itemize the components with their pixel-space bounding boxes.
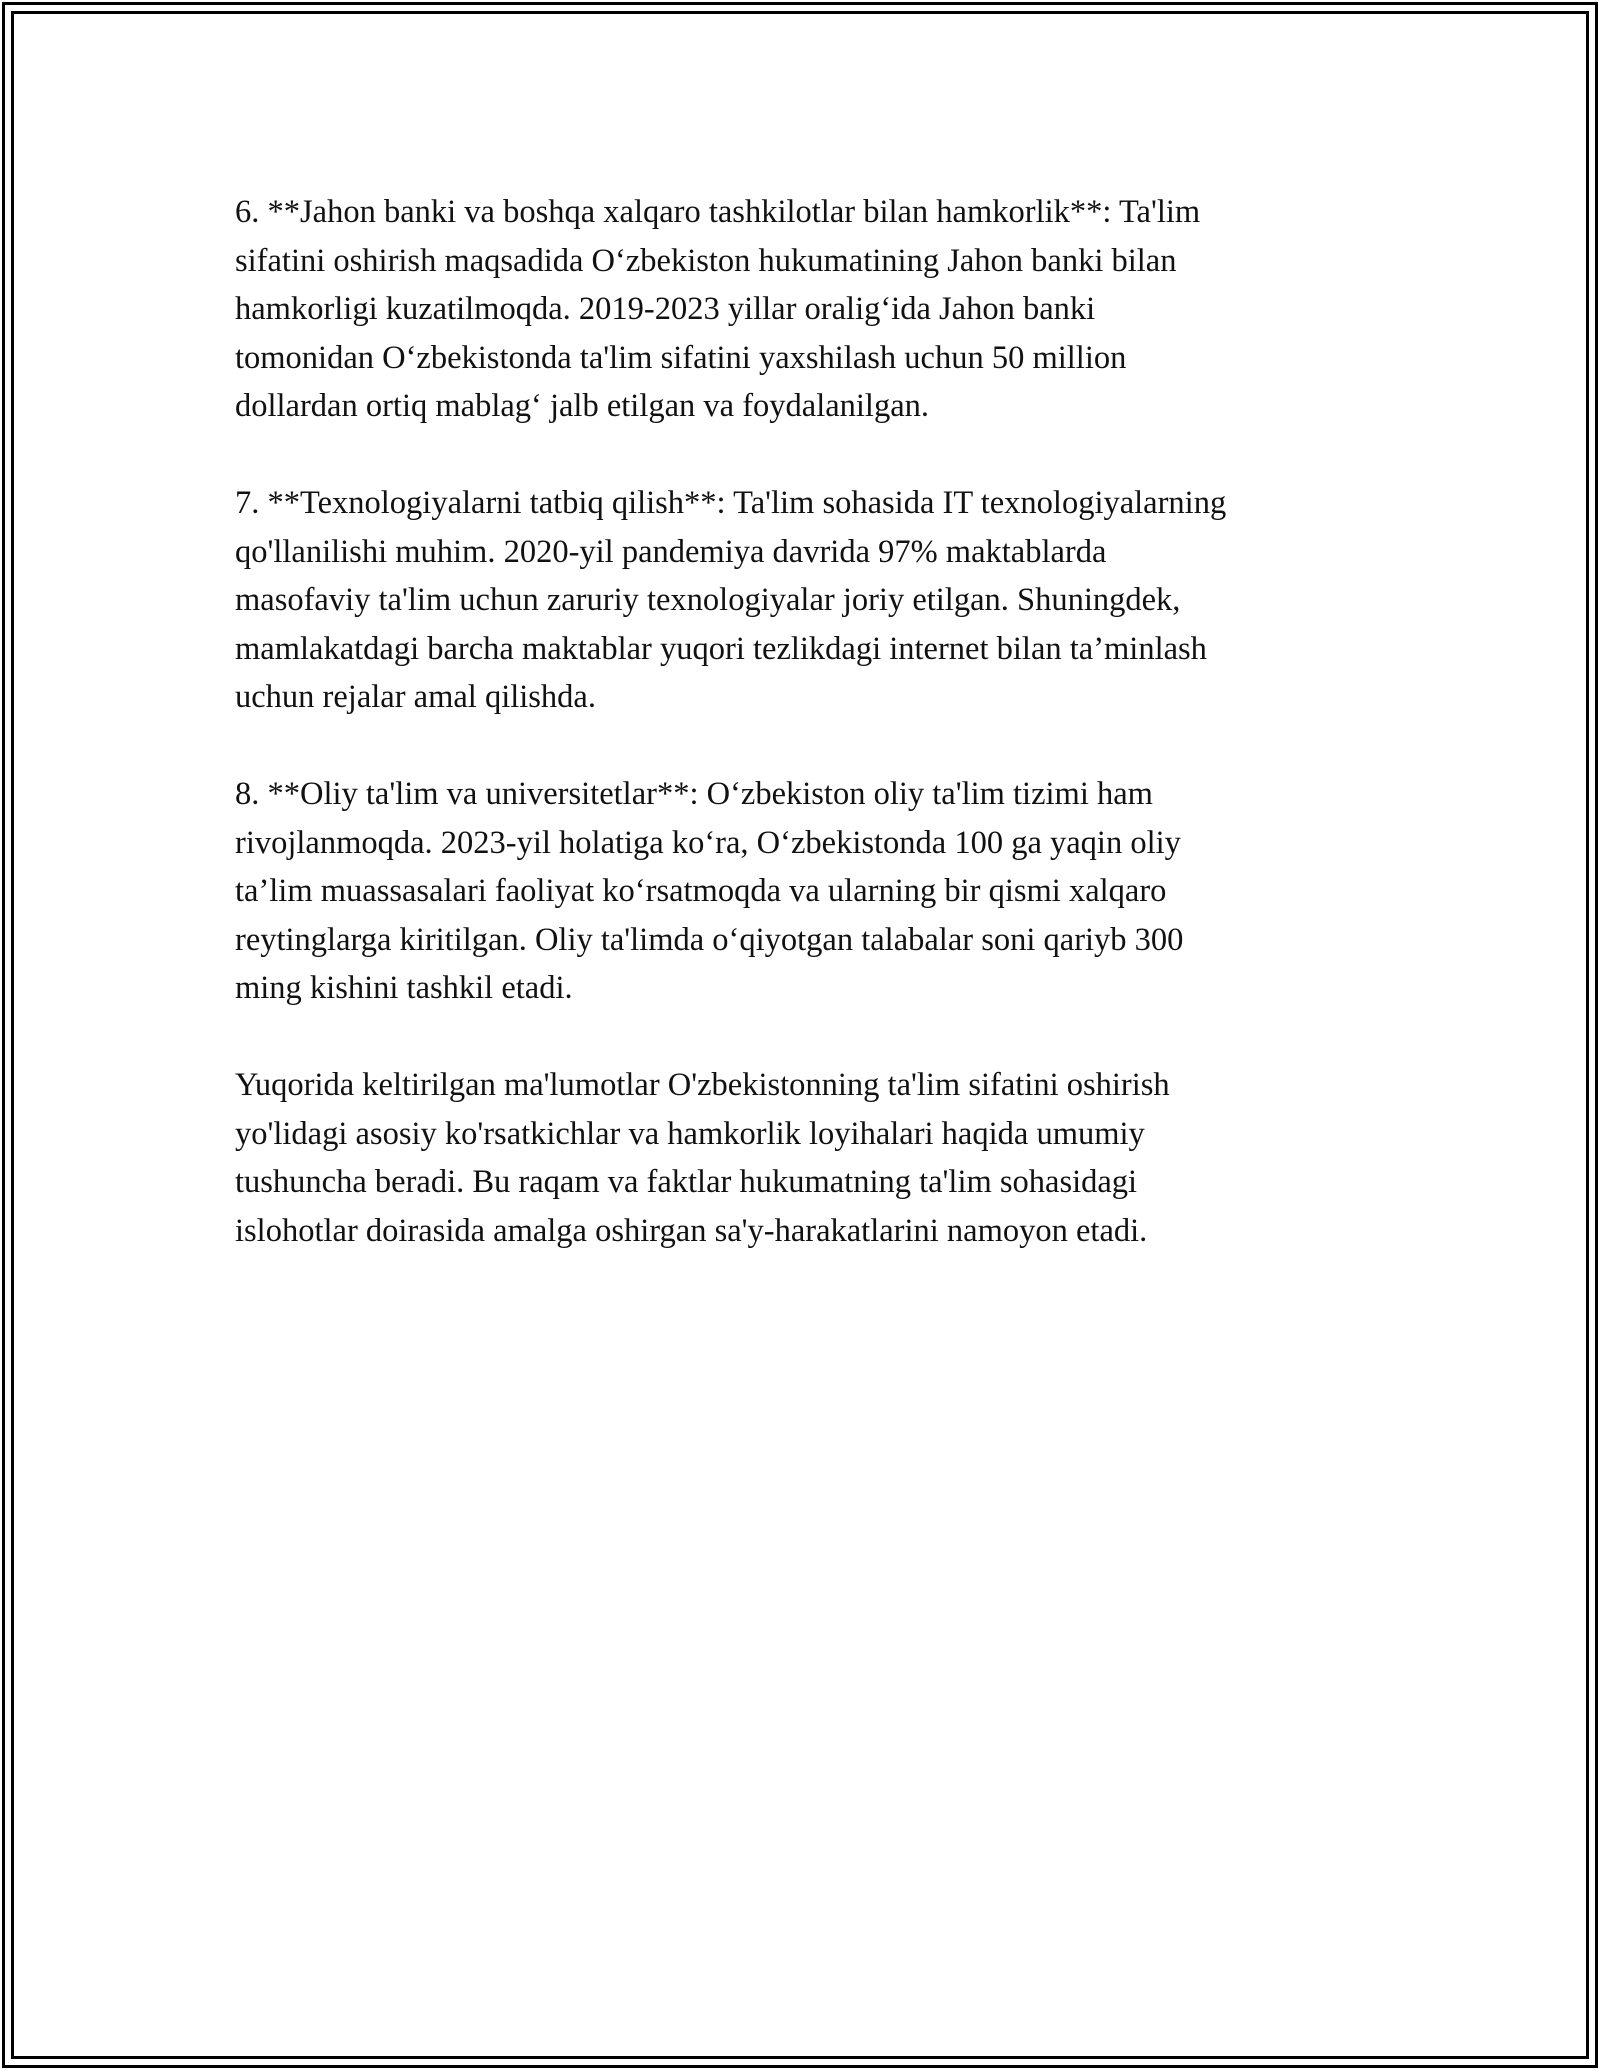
paragraph-world-bank-cooperation: 6. **Jahon banki va boshqa xalqaro tashkilotlar bilan hamkorlik**: Ta'lim sifatini oshirish maqsadida O‘zbekiston hukumatining Jahon banki bilan hamkorligi kuzatilmoqda. 2019-2023 yillar oralig‘ida Jahon banki tomonidan O‘zbekistonda ta'lim sifatini yaxshilash uchun 50 million dollardan ortiq mablag‘ jalb etilgan va foydalanilgan. [235, 194, 1201, 424]
paragraph-conclusion: Yuqorida keltirilgan ma'lumotlar O'zbekistonning ta'lim sifatini oshirish yo'lidagi asosiy ko'rsatkichlar va hamkorlik loyihalari haqida umumiy tushuncha beradi. Bu raqam va faktlar hukumatning ta'lim sohasidagi islohotlar doirasida amalga oshirgan sa'y-harakatlarini namoyon etadi. [235, 1067, 1170, 1249]
document-body [235, 188, 1385, 1304]
paragraph-higher-education: 8. **Oliy ta'lim va universitetlar**: O‘zbekiston oliy ta'lim tizimi ham rivojlanmoqda. 2023-yil holatiga ko‘ra, O‘zbekistonda 100 ga yaqin oliy ta’lim muassasalari faoliyat ko‘rsatmoqda va ularning bir qismi xalqaro reytinglarga kiritilgan. Oliy ta'limda o‘qiyotgan talabalar soni qariyb 300 ming kishini tashkil etadi. [235, 776, 1184, 1006]
paragraph-technology-adoption: 7. **Texnologiyalarni tatbiq qilish**: Ta'lim sohasida IT texnologiyalarning qo'llanilishi muhim. 2020-yil pandemiya davrida 97% maktablarda masofaviy ta'lim uchun zaruriy texnologiyalar joriy etilgan. Shuningdek, mamlakatdagi barcha maktablar yuqori tezlikdagi internet bilan ta’minlash uchun rejalar amal qilishda. [235, 485, 1227, 715]
